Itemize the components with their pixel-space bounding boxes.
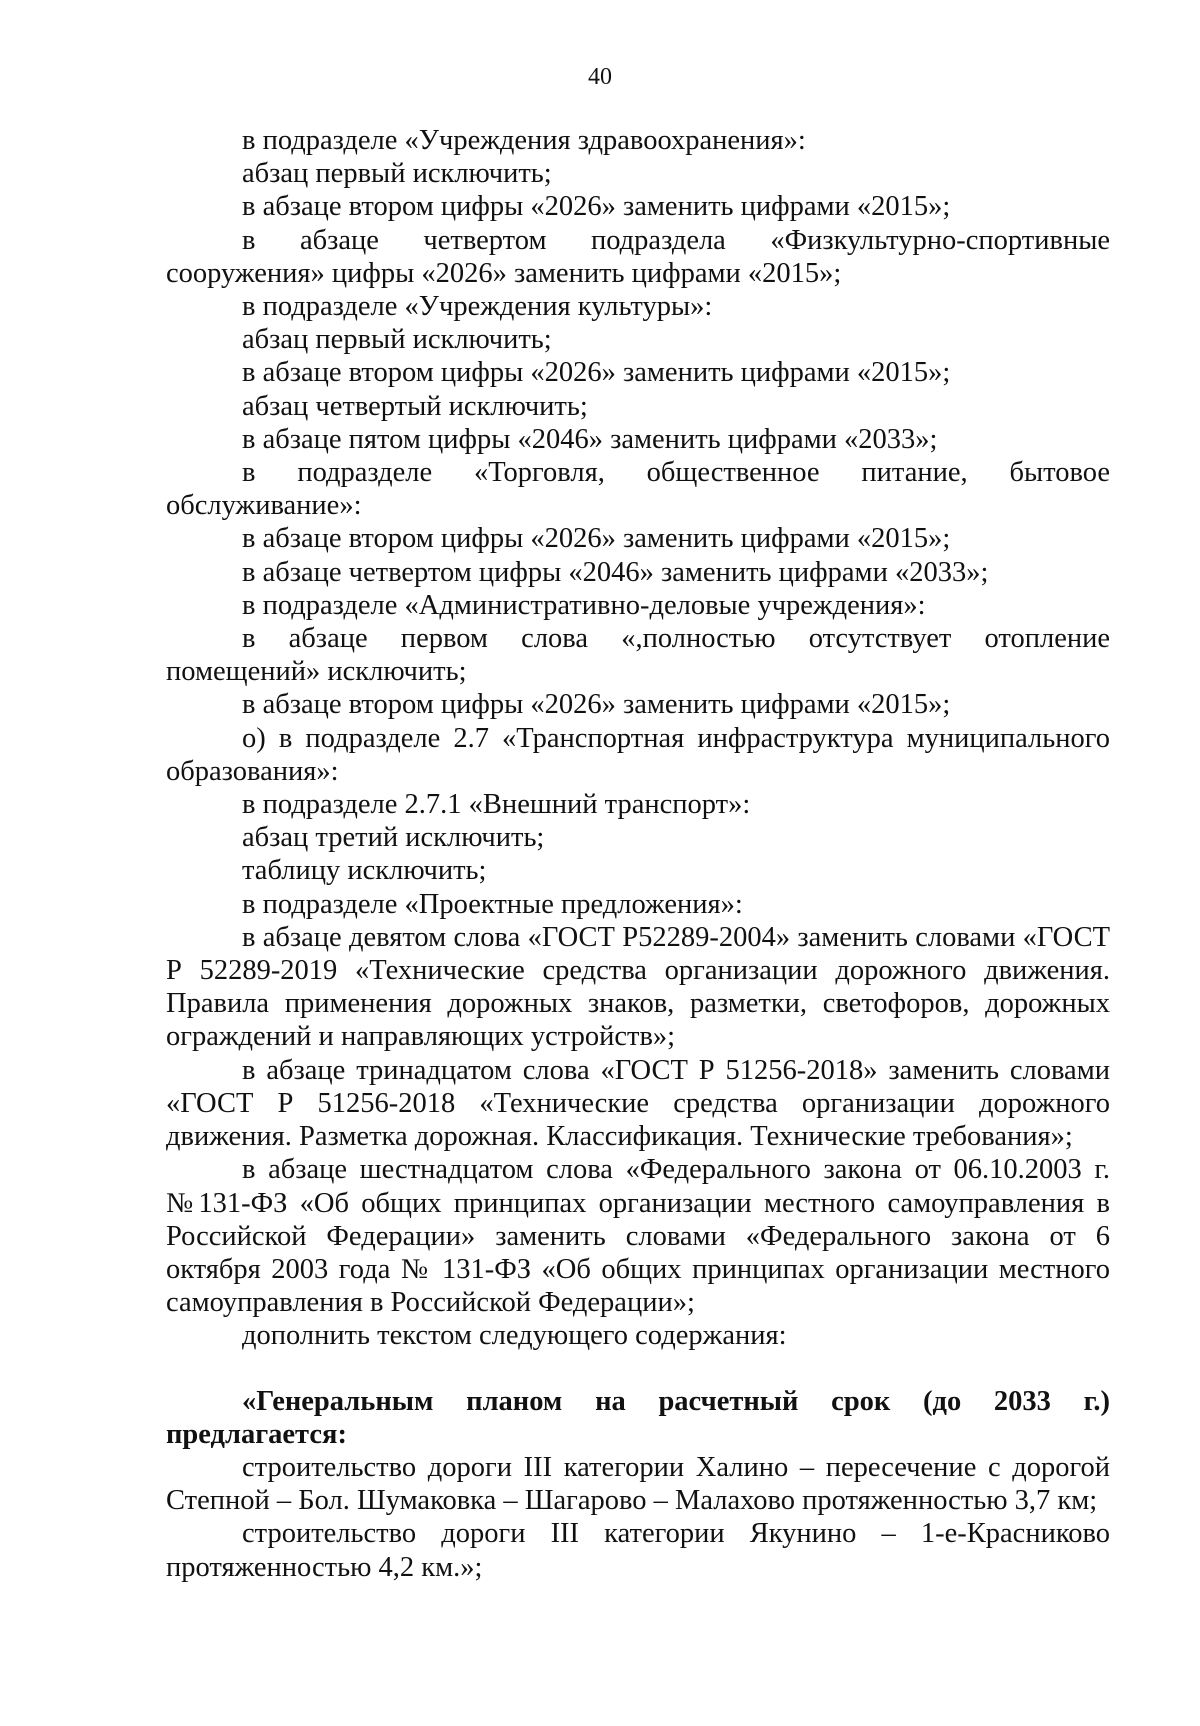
paragraph: в абзаце четвертом цифры «2046» заменить цифрами «2033»;	[242, 556, 989, 588]
insert-heading: «Генеральным планом на расчетный срок (до 2033 г.) предлагается:	[166, 1385, 1110, 1450]
paragraph: в подразделе 2.7.1 «Внешний транспорт»:	[242, 789, 751, 821]
insert-paragraph: строительство дороги III категории Якунино – 1-е-Красниково протяженностью 4,2 км.»;	[166, 1518, 1110, 1583]
document-body	[166, 124, 1110, 1584]
paragraph: в абзаце втором цифры «2026» заменить цифрами «2015»;	[242, 689, 951, 721]
paragraph: в подразделе «Учреждения здравоохранения»:	[242, 125, 806, 156]
paragraph-gap	[166, 1353, 1110, 1385]
paragraph: в абзаце втором цифры «2026» заменить цифрами «2015»;	[242, 357, 951, 389]
paragraph: в абзаце первом слова «,полностью отсутствует отопление помещений» исключить;	[166, 623, 1110, 688]
paragraph: в абзаце тринадцатом слова «ГОСТ Р 51256-2018» заменить словами «ГОСТ Р 51256-2018 «Технические средства организации дорожного движения. Разметка дорожная. Классификация. Технические требования»;	[166, 1054, 1110, 1153]
insert-paragraph: строительство дороги III категории Халино – пересечение с дорогой Степной – Бол. Шумаковка – Шагарово – Малахово протяженностью 3,7 км;	[166, 1451, 1110, 1517]
paragraph: дополнить текстом следующего содержания:	[242, 1320, 787, 1352]
paragraph: в абзаце шестнадцатом слова «Федерального закона от 06.10.2003 г. №131-ФЗ «Об общих принципах организации местного самоуправления в Российской Федерации» заменить словами «Федерального закона от 6 октября 2003 года № 131-ФЗ «Об общих принципах организации местного самоуправления в Российской Федерации»;	[166, 1154, 1110, 1319]
paragraph: абзац первый исключить;	[242, 324, 552, 356]
paragraph: в подразделе «Проектные предложения»:	[242, 888, 743, 920]
paragraph: абзац первый исключить;	[242, 158, 552, 190]
paragraph: таблицу исключить;	[242, 855, 487, 887]
paragraph: в абзаце четвертом подраздела «Физкультурно-спортивные сооружения» цифры «2026» заменить цифрами «2015»;	[166, 224, 1110, 289]
page-number: 40	[588, 64, 612, 90]
paragraph: в абзаце втором цифры «2026» заменить цифрами «2015»;	[242, 191, 951, 223]
paragraph: в подразделе «Торговля, общественное питание, бытовое обслуживание»:	[166, 457, 1110, 522]
paragraph: в абзаце пятом цифры «2046» заменить цифрами «2033»;	[242, 423, 938, 455]
paragraph: в абзаце девятом слова «ГОСТ Р52289-2004» заменить словами «ГОСТ Р 52289-2019 «Технические средства организации дорожного движения. Правила применения дорожных знаков, разметки, светофоров, дорожных ограждений и направляющих устройств»;	[166, 921, 1110, 1053]
paragraph: о) в подразделе 2.7 «Транспортная инфраструктура муниципального образования»:	[166, 722, 1110, 787]
paragraph: в подразделе «Административно-деловые учреждения»:	[242, 589, 926, 621]
paragraph: в подразделе «Учреждения культуры»:	[242, 291, 713, 323]
paragraph: в абзаце втором цифры «2026» заменить цифрами «2015»;	[242, 523, 951, 555]
paragraph: абзац третий исключить;	[242, 822, 545, 854]
paragraph: абзац четвертый исключить;	[242, 390, 588, 422]
